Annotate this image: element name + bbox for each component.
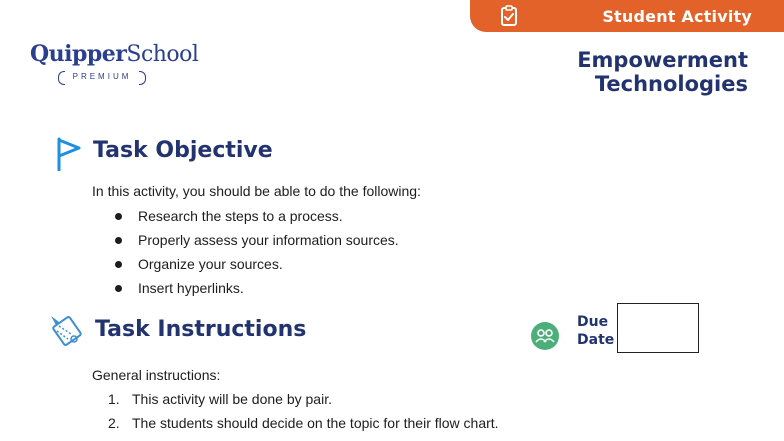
logo-brand-regular: School xyxy=(126,42,199,67)
banner-label: Student Activity xyxy=(602,7,752,26)
brand-logo xyxy=(30,41,198,67)
general-instructions-label: General instructions: xyxy=(92,367,221,383)
instructions-heading: Task Instructions xyxy=(95,317,307,342)
flag-icon xyxy=(56,137,82,171)
objective-heading: Task Objective xyxy=(93,138,273,163)
logo-tier: PREMIUM xyxy=(58,70,146,84)
clipboard-icon xyxy=(498,5,520,27)
due-date-field[interactable] xyxy=(617,303,699,353)
list-item: 2. The students should decide on the topic for their flow chart. xyxy=(108,415,499,431)
list-item: Insert hyperlinks. xyxy=(112,279,399,303)
list-item: Properly assess your information sources. xyxy=(112,231,399,255)
list-item: 1. This activity will be done by pair. xyxy=(108,391,332,407)
objective-list xyxy=(112,207,399,303)
subject-title: Empowerment Technologies xyxy=(577,48,748,96)
pair-icon xyxy=(531,322,559,350)
list-item: Research the steps to a process. xyxy=(112,207,399,231)
instruction-steps xyxy=(108,390,499,438)
due-date-label: Due Date xyxy=(577,314,615,348)
logo-brand-bold: Quipper xyxy=(30,41,127,67)
pencil-icon xyxy=(47,312,83,348)
list-item: Organize your sources. xyxy=(112,255,399,279)
objective-intro: In this activity, you should be able to do the following: xyxy=(92,183,421,199)
